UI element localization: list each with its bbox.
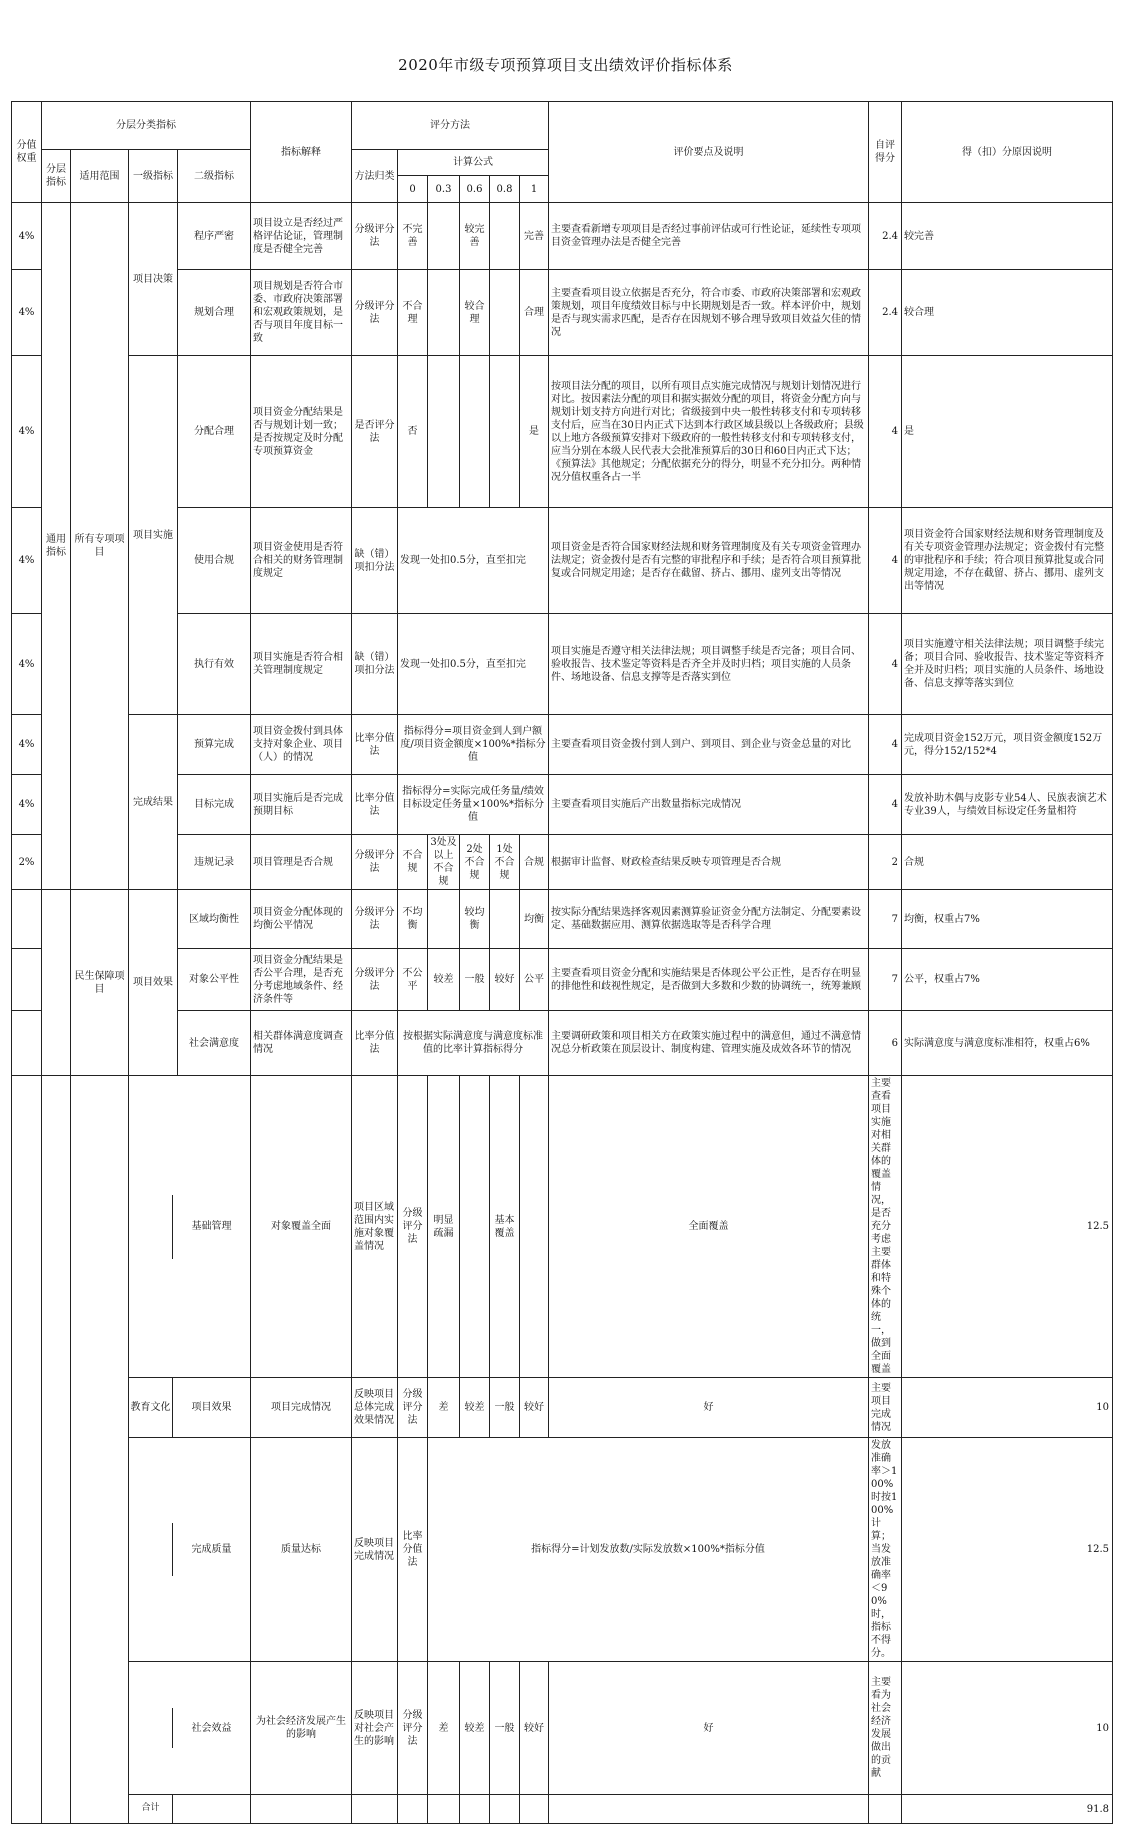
reason-cell: 是 <box>902 356 1113 508</box>
method-cell: 分级评分法 <box>398 1076 428 1378</box>
points-cell: 根据审计监督、财政检查结果反映专项管理是否合规 <box>549 835 869 890</box>
score-03-cell <box>460 1076 490 1378</box>
points-cell: 发放准确率＞100%时按100%计算；当发放准确率＜90%时，指标不得分。 <box>869 1438 902 1662</box>
level2-cell: 程序严密 <box>178 203 251 270</box>
level2-cell: 违规记录 <box>178 835 251 890</box>
self-score-cell: 2.4 <box>869 203 902 270</box>
weight-cell <box>12 1011 42 1076</box>
self-score-cell: 7 <box>869 949 902 1011</box>
points-cell: 按项目法分配的项目，以所有项目点实施完成情况与规划计划情况进行对比。按因素法分配的项目和据实据效分配的项目，将资金分配方向与规划计划支持方向进行对比；省级接到中央一般性转移支付和专项转移支付后，应当在30日内正式下达到本行政区域县级以上各级政府；县级以上地方各级预算安排对下级政府的一般性转移支付和专项转移支付，应当分别在本级人民代表大会批准预算后的30日和60日内正式下达；《预算法》其他规定；分配依据充分的得分，明显不充分扣分。两种情况分值权重各占一半 <box>549 356 869 508</box>
score-1-cell: 全面覆盖 <box>549 1076 869 1378</box>
score-0-cell: 不完善 <box>398 203 428 270</box>
level2-cell: 执行有效 <box>178 614 251 715</box>
level2-cell: 质量达标 <box>251 1438 352 1662</box>
method-cell: 比率分值法 <box>352 715 398 775</box>
self-score-cell: 2 <box>869 835 902 890</box>
score-03-cell <box>428 356 460 508</box>
self-score-cell: 6 <box>869 1011 902 1076</box>
points-cell: 主要查看项目设立依据是否充分，符合市委、市政府决策部署和宏观政策规划，项目年度绩效目标与中长期规划是否一致。样本评价中，规划是否与现实需求匹配，是否存在因规划不够合理导致项目效益欠佳的情况 <box>549 270 869 356</box>
method-cell: 缺（错）项扣分法 <box>352 614 398 715</box>
self-score-cell: 7 <box>869 890 902 949</box>
score-08-cell <box>490 890 520 949</box>
score-03-cell: 3处及以上不合规 <box>428 835 460 890</box>
layer-blank <box>42 890 71 1076</box>
weight-cell: 4% <box>12 715 42 775</box>
evaluation-table <box>11 101 1113 1824</box>
reason-cell: 公平，权重占7% <box>902 949 1113 1011</box>
score-03-cell <box>428 203 460 270</box>
score-08-cell <box>490 356 520 508</box>
col-header-scope: 适用范围 <box>71 150 129 203</box>
score-1-cell: 是 <box>520 356 549 508</box>
weight-cell: 4% <box>12 356 42 508</box>
level1-decision: 项目决策 <box>129 203 178 356</box>
score-1-cell: 好 <box>549 1662 869 1795</box>
col-header-method: 评分方法 <box>352 102 549 150</box>
reason-cell: 较合理 <box>902 270 1113 356</box>
edu-label: 教育文化 <box>129 1378 173 1437</box>
level2-cell: 预算完成 <box>178 715 251 775</box>
col-header-points: 评价要点及说明 <box>549 102 869 203</box>
formula-cell: 指标得分=项目资金到人到户额度/项目资金额度×100%*指标分值 <box>398 715 549 775</box>
level2-cell: 社会满意度 <box>178 1011 251 1076</box>
points-cell: 项目实施是否遵守相关法律法规；项目调整手续是否完备；项目合同、验收报告、技术鉴定等资料是否齐全并及时归档；项目实施的人员条件、场地设备、信息支撑等是否落实到位 <box>549 614 869 715</box>
score-0-cell: 明显疏漏 <box>428 1076 460 1378</box>
level1-implement: 项目实施 <box>129 356 178 715</box>
score-1-cell: 合规 <box>520 835 549 890</box>
level2-cell: 目标完成 <box>178 775 251 835</box>
col-header-score-1: 1 <box>520 176 549 203</box>
reason-cell: 项目实施遵守相关法律法规；项目调整手续完备；项目合同、验收报告、技术鉴定等资料齐全并及时归档；项目实施的人员条件、场地设备、信息支撑等落实到位 <box>902 614 1113 715</box>
total-label-cell <box>129 1795 251 1824</box>
explain-cell: 反映项目总体完成效果情况 <box>352 1378 398 1438</box>
level1-effect: 项目效果 <box>129 890 178 1076</box>
method-cell: 分级评分法 <box>352 949 398 1011</box>
col-header-score-06: 0.6 <box>460 176 490 203</box>
page-title: 2020年市级专项预算项目支出绩效评价指标体系 <box>398 56 733 74</box>
points-cell: 主要查看项目资金拨付到人到户、到项目、到企业与资金总量的对比 <box>549 715 869 775</box>
col-header-level2: 二级指标 <box>178 150 251 203</box>
total-label: 合计 <box>129 1795 173 1823</box>
score-08-cell <box>490 270 520 356</box>
total-blank <box>460 1795 490 1824</box>
reason-cell: 完成项目资金152万元，项目资金额度152万元，得分152/152*4 <box>902 715 1113 775</box>
col-header-score-08: 0.8 <box>490 176 520 203</box>
explain-cell: 反映项目完成情况 <box>352 1438 398 1662</box>
self-score-cell: 10 <box>902 1378 1113 1438</box>
level2-cell: 对象覆盖全面 <box>251 1076 352 1378</box>
score-0-cell: 不均衡 <box>398 890 428 949</box>
points-cell: 主要查看新增专项项目是否经过事前评估或可行性论证，延续性专项项目资金管理办法是否健全完善 <box>549 203 869 270</box>
col-header-score-03: 0.3 <box>428 176 460 203</box>
self-score-cell: 4 <box>869 508 902 614</box>
score-03-cell: 较差 <box>460 1378 490 1438</box>
score-0-cell: 不合理 <box>398 270 428 356</box>
reason-cell: 均衡，权重占7% <box>902 890 1113 949</box>
col-header-level1: 一级指标 <box>129 150 178 203</box>
level2-cell: 项目完成情况 <box>251 1378 352 1438</box>
level1-result: 完成结果 <box>129 715 178 890</box>
level2-cell: 对象公平性 <box>178 949 251 1011</box>
method-cell: 分级评分法 <box>398 1662 428 1795</box>
self-score-cell: 4 <box>869 356 902 508</box>
score-08-cell: 较好 <box>520 1378 549 1438</box>
score-03-cell: 较差 <box>428 949 460 1011</box>
total-blank <box>549 1795 869 1824</box>
score-0-cell: 否 <box>398 356 428 508</box>
formula-cell: 发现一处扣0.5分，直至扣完 <box>398 614 549 715</box>
reason-cell: 项目资金符合国家财经法规和财务管理制度及有关专项资金管理办法规定；资金拨付有完整的审批程序和手续；符合项目预算批复或合同规定用途，不存在截留、挤占、挪用、虚列支出等情况 <box>902 508 1113 614</box>
reason-cell: 实际满意度与满意度标准相符，权重占6% <box>902 1011 1113 1076</box>
score-0-cell: 差 <box>428 1662 460 1795</box>
score-03-cell <box>428 270 460 356</box>
score-08-cell <box>520 1076 549 1378</box>
total-blank <box>398 1795 428 1824</box>
score-06-cell: 较合理 <box>460 270 490 356</box>
level2-cell: 分配合理 <box>178 356 251 508</box>
weight-cell <box>12 890 42 949</box>
col-header-method-type: 方法归类 <box>352 150 398 203</box>
points-cell: 主要查看项目实施后产出数量指标完成情况 <box>549 775 869 835</box>
points-cell: 主要查看项目资金分配和实施结果是否体现公平公正性，是否存在明显的排他性和歧视性规定，是否做到大多数和少数的协调统一，统筹兼顾 <box>549 949 869 1011</box>
weight-blank <box>12 1076 42 1824</box>
total-blank <box>428 1795 460 1824</box>
points-cell: 主要查看项目实施对相关群体的覆盖情况，是否充分考虑主要群体和特殊个体的统一，做到全面覆盖 <box>869 1076 902 1378</box>
col-header-self-score: 自评得分 <box>869 102 902 203</box>
level2-cell: 规划合理 <box>178 270 251 356</box>
self-score-cell: 4 <box>869 775 902 835</box>
score-06-cell: 一般 <box>490 1662 520 1795</box>
col-header-formula: 计算公式 <box>398 150 549 176</box>
score-03-cell: 较差 <box>460 1662 490 1795</box>
score-06-cell: 较均衡 <box>460 890 490 949</box>
layer-general: 通用指标 <box>42 203 71 890</box>
explain-cell: 项目资金分配结果是否公平合理，是否充分考虑地域条件、经济条件等 <box>251 949 352 1011</box>
explain-cell: 项目资金使用是否符合相关的财务管理制度规定 <box>251 508 352 614</box>
score-08-cell <box>490 203 520 270</box>
method-cell: 比率分值法 <box>352 775 398 835</box>
points-cell: 主要调研政策和项目相关方在政策实施过程中的满意但，通过不满意情况总分析政策在顶层设计、制度构建、管理实施及成效各环节的情况 <box>549 1011 869 1076</box>
total-score: 91.8 <box>902 1795 1113 1824</box>
col-header-layered: 分层分类指标 <box>42 102 251 150</box>
reason-cell: 发放补助木偶与皮影专业54人、民族表演艺术专业39人，与绩效目标设定任务量相符 <box>902 775 1113 835</box>
reason-cell: 较完善 <box>902 203 1113 270</box>
method-cell: 是否评分法 <box>352 356 398 508</box>
explain-cell: 项目设立是否经过严格评估论证，管理制度是否健全完善 <box>251 203 352 270</box>
weight-cell: 4% <box>12 508 42 614</box>
points-cell: 主要看为社会经济发展做出的贡献 <box>869 1662 902 1795</box>
explain-cell: 相关群体满意度调查情况 <box>251 1011 352 1076</box>
score-0-cell: 差 <box>428 1378 460 1438</box>
level2-cell: 为社会经济发展产生的影响 <box>251 1662 352 1795</box>
formula-cell: 发现一处扣0.5分，直至扣完 <box>398 508 549 614</box>
formula-cell: 指标得分=实际完成任务量/绩效目标设定任务量×100%*指标分值 <box>398 775 549 835</box>
self-score-cell: 2.4 <box>869 270 902 356</box>
self-score-cell: 10 <box>902 1662 1113 1795</box>
total-blank <box>520 1795 549 1824</box>
weight-cell <box>12 949 42 1011</box>
formula-cell: 指标得分=计划发放数/实际发放数×100%*指标分值 <box>428 1438 869 1662</box>
explain-cell: 项目规划是否符合市委、市政府决策部署和宏观政策规划，是否与项目年度目标一致 <box>251 270 352 356</box>
score-0-cell: 不公平 <box>398 949 428 1011</box>
explain-cell: 项目实施后是否完成预期目标 <box>251 775 352 835</box>
score-06-cell: 一般 <box>460 949 490 1011</box>
weight-cell: 4% <box>12 270 42 356</box>
score-06-cell <box>460 356 490 508</box>
score-06-cell: 较完善 <box>460 203 490 270</box>
explain-cell: 项目资金拨付到具体支持对象企业、项目（人）的情况 <box>251 715 352 775</box>
score-1-cell: 完善 <box>520 203 549 270</box>
method-cell: 分级评分法 <box>352 835 398 890</box>
weight-cell: 2% <box>12 835 42 890</box>
weight-cell: 4% <box>12 775 42 835</box>
scope-livelihood: 民生保障项目 <box>71 890 129 1076</box>
explain-cell: 项目资金分配体现的均衡公平情况 <box>251 890 352 949</box>
formula-cell: 按根据实际满意度与满意度标准值的比率计算指标得分 <box>398 1011 549 1076</box>
points-cell: 主要项目完成情况 <box>869 1378 902 1438</box>
self-score-cell: 4 <box>869 715 902 775</box>
level1-cell: 完成质量 <box>129 1438 251 1662</box>
total-blank <box>490 1795 520 1824</box>
total-blank <box>352 1795 398 1824</box>
method-cell: 分级评分法 <box>398 1378 428 1438</box>
scope-blank <box>71 1076 129 1824</box>
points-cell: 项目资金是否符合国家财经法规和财务管理制度及有关专项资金管理办法规定；资金拨付是否有完整的审批程序和手续；是否符合项目预算批复或合同规定用途；是否存在截留、挤占、挪用、虚列支出等情况 <box>549 508 869 614</box>
method-cell: 比率分值法 <box>352 1011 398 1076</box>
explain-cell: 项目实施是否符合相关管理制度规定 <box>251 614 352 715</box>
level2-cell: 使用合规 <box>178 508 251 614</box>
layer-blank-2 <box>42 1076 71 1824</box>
score-08-cell: 较好 <box>520 1662 549 1795</box>
score-1-cell: 好 <box>549 1378 869 1438</box>
points-cell: 按实际分配结果选择客观因素测算验证资金分配方法制定、分配要素设定、基础数据应用、测算依据选取等是否科学合理 <box>549 890 869 949</box>
method-cell: 分级评分法 <box>352 203 398 270</box>
score-06-cell: 一般 <box>490 1378 520 1438</box>
self-score-cell: 12.5 <box>902 1076 1113 1378</box>
scope-all-projects: 所有专项项目 <box>71 203 129 890</box>
col-header-explain: 指标解释 <box>251 102 352 203</box>
explain-cell: 反映项目对社会产生的影响 <box>352 1662 398 1795</box>
score-08-cell: 较好 <box>490 949 520 1011</box>
level1-cell: 基础管理 <box>129 1076 251 1378</box>
weight-cell: 4% <box>12 203 42 270</box>
level1-cell: 教育文化 项目效果 <box>129 1378 251 1438</box>
col-header-weight: 分值权重 <box>12 102 42 203</box>
col-header-reason: 得（扣）分原因说明 <box>902 102 1113 203</box>
score-1-cell: 公平 <box>520 949 549 1011</box>
score-0-cell: 不合规 <box>398 835 428 890</box>
weight-cell: 4% <box>12 614 42 715</box>
score-06-cell: 2处不合规 <box>460 835 490 890</box>
score-06-cell: 基本覆盖 <box>490 1076 520 1378</box>
method-cell: 分级评分法 <box>352 890 398 949</box>
self-score-cell: 12.5 <box>902 1438 1113 1662</box>
method-cell: 分级评分法 <box>352 270 398 356</box>
score-03-cell <box>428 890 460 949</box>
explain-cell: 项目资金分配结果是否与规划计划一致；是否按规定及时分配专项预算资金 <box>251 356 352 508</box>
explain-cell: 项目管理是否合规 <box>251 835 352 890</box>
score-1-cell: 均衡 <box>520 890 549 949</box>
score-08-cell: 1处不合规 <box>490 835 520 890</box>
total-blank <box>251 1795 352 1824</box>
col-header-layer: 分层指标 <box>42 150 71 203</box>
level1-cell: 社会效益 <box>129 1662 251 1795</box>
reason-cell: 合规 <box>902 835 1113 890</box>
self-score-cell: 4 <box>869 614 902 715</box>
explain-cell: 项目区域范围内实施对象覆盖情况 <box>352 1076 398 1378</box>
col-header-score-0: 0 <box>398 176 428 203</box>
level2-cell: 区域均衡性 <box>178 890 251 949</box>
method-cell: 缺（错）项扣分法 <box>352 508 398 614</box>
total-blank <box>869 1795 902 1824</box>
method-cell: 比率分值法 <box>398 1438 428 1662</box>
score-1-cell: 合理 <box>520 270 549 356</box>
